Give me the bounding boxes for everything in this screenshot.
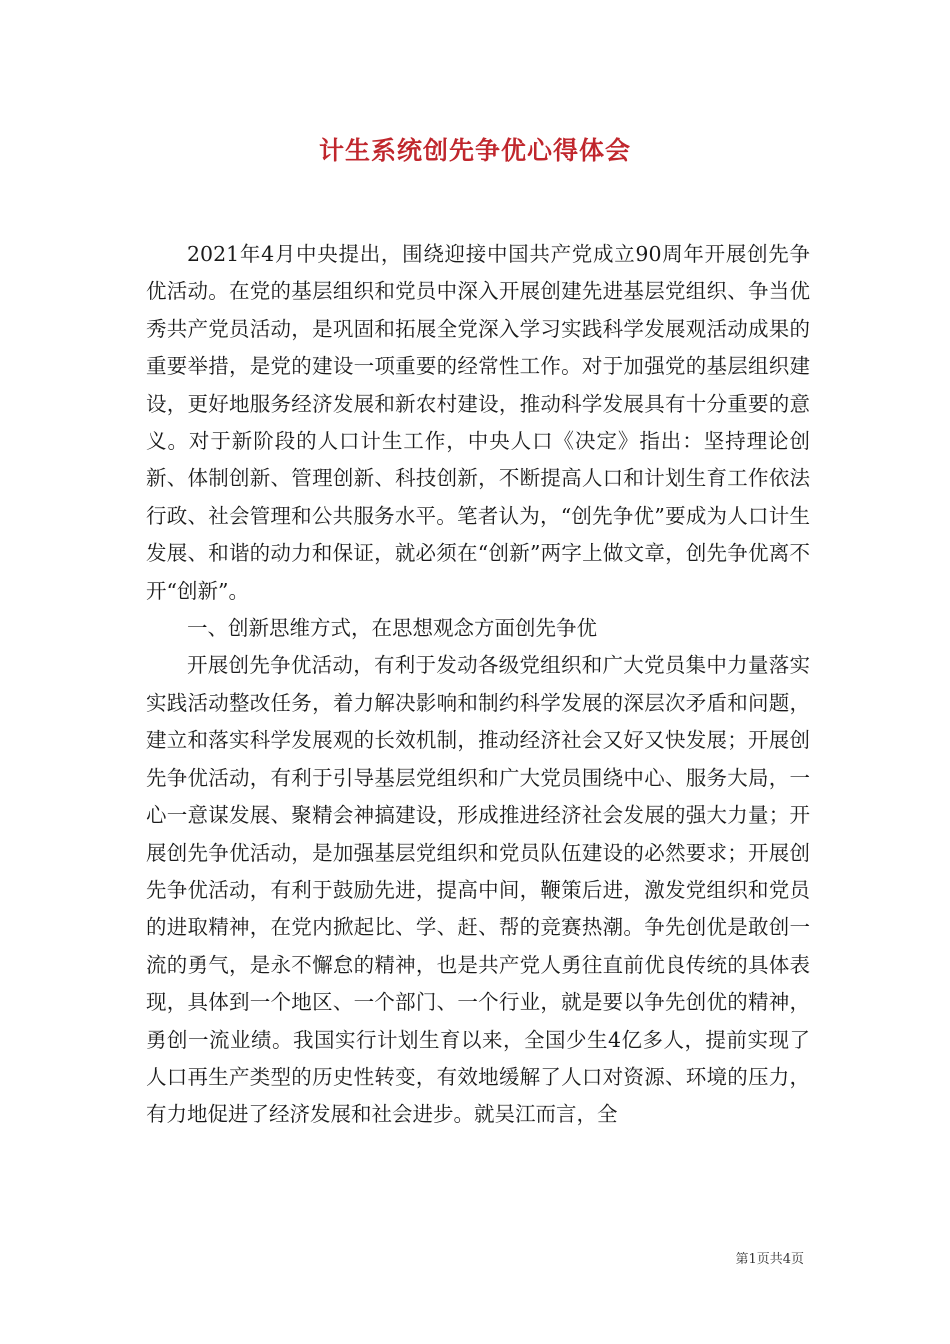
document-title: 计生系统创先争优心得体会 — [318, 136, 631, 165]
document-body — [146, 236, 810, 1134]
paragraph-intro: 2021年4月中央提出，围绕迎接中国共产党成立90周年开展创先争优活动。在党的基层组织和党员中深入开展创建先进基层党组织、争当优秀共产党员活动，是巩固和拓展全党深入学习实践科学发展观活动成果的重要举措，是党的建设一项重要的经常性工作。对于加强党的基层组织建设，更好地服务经济发展和新农村建设，推动科学发展具有十分重要的意义。对于新阶段的人口计生工作，中央人口《决定》指出：坚持理论创新、体制创新、管理创新、科技创新，不断提高人口和计划生育工作依法行政、社会管理和公共服务水平。笔者认为，“创先争优”要成为人口计生发展、和谐的动力和保证，就必须在“创新”两字上做文章，创先争优离不开“创新”。 — [146, 242, 810, 603]
section-heading: 一、创新思维方式，在思想观念方面创先争优 — [187, 616, 597, 641]
paragraph-section-one: 开展创先争优活动，有利于发动各级党组织和广大党员集中力量落实实践活动整改任务，着力解决影响和制约科学发展的深层次矛盾和问题，建立和落实科学发展观的长效机制，推动经济社会又好又快发展；开展创先争优活动，有利于引导基层党组织和广大党员围绕中心、服务大局，一心一意谋发展、聚精会神搞建设，形成推进经济社会发展的强大力量；开展创先争优活动，是加强基层党组织和党员队伍建设的必然要求；开展创先争优活动，有利于鼓励先进，提高中间，鞭策后进，激发党组织和党员的进取精神，在党内掀起比、学、赶、帮的竞赛热潮。争先创优是敢创一流的勇气，是永不懈怠的精神，也是共产党人勇往直前优良传统的具体表现，具体到一个地区、一个部门、一个行业，就是要以争先创优的精神，勇创一流业绩。我国实行计划生育以来，全国少生4亿多人，提前实现了人口再生产类型的历史性转变，有效地缓解了人口对资源、环境的压力，有力地促进了经济发展和社会进步。就吴江而言，全 — [146, 653, 810, 1127]
page-number: 第1页共4页 — [735, 1252, 804, 1267]
